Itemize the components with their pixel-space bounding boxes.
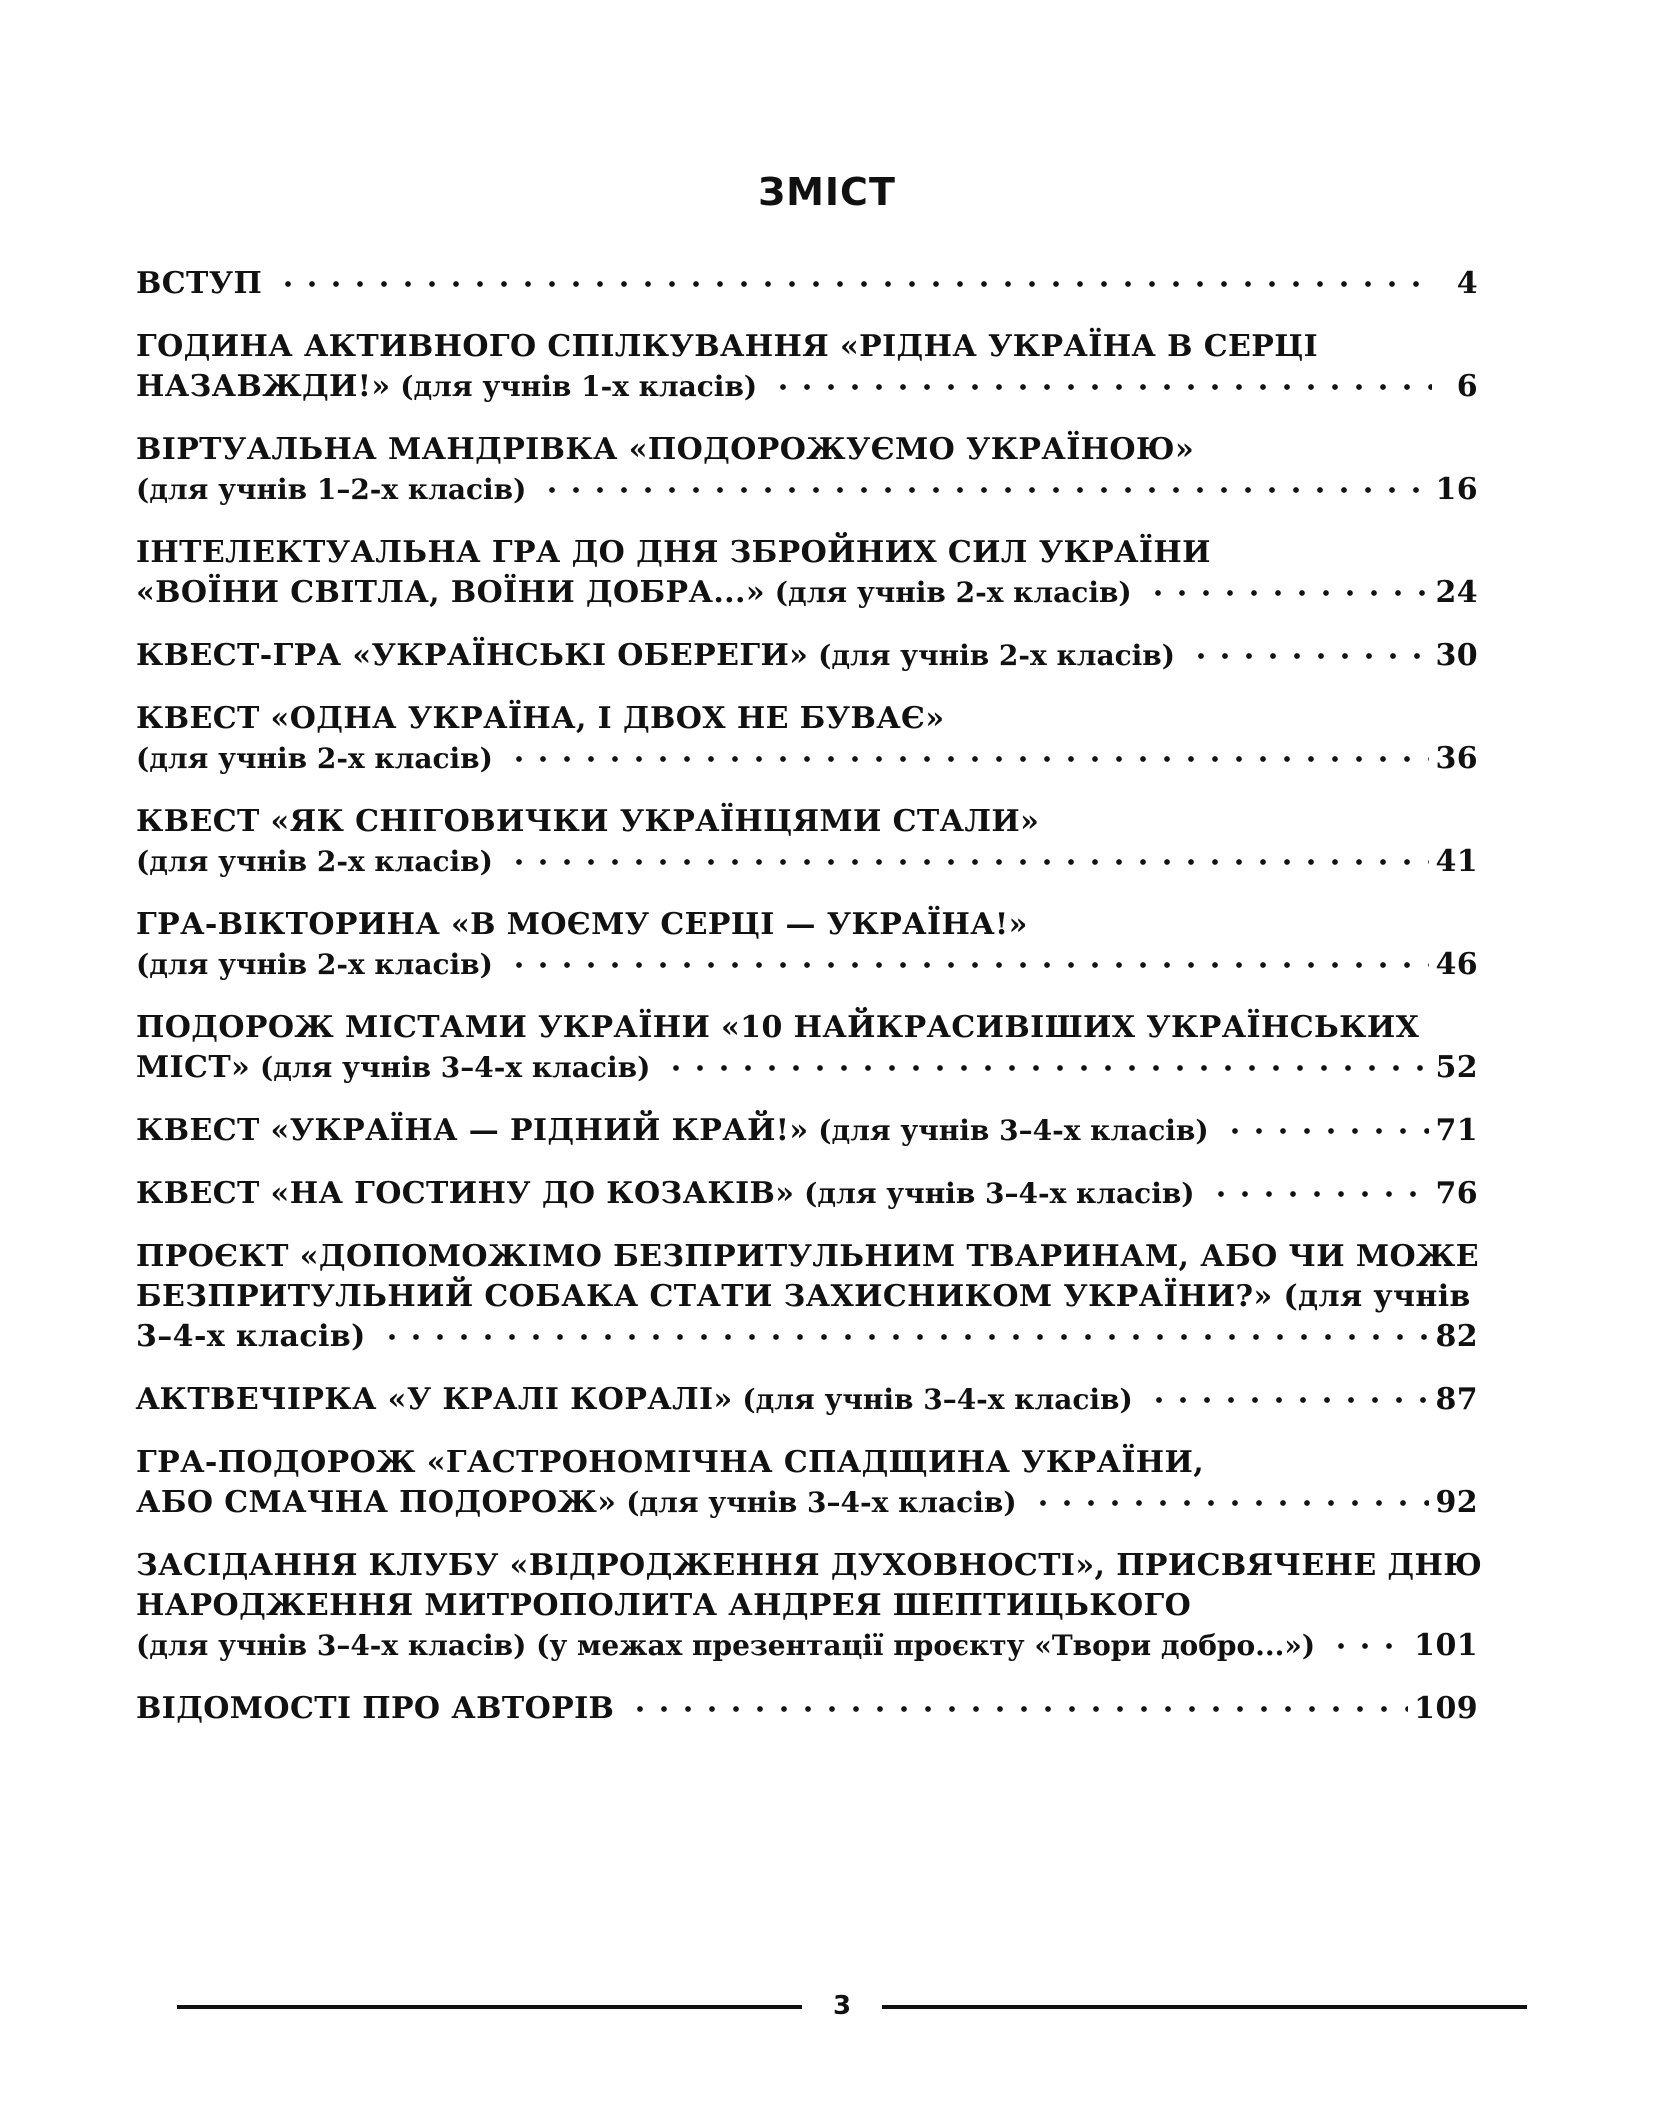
toc-entry-last-line xyxy=(136,1317,1478,1357)
toc-entry xyxy=(136,264,1478,304)
dot-leader xyxy=(276,279,1432,289)
toc-entry xyxy=(136,1111,1478,1151)
toc-entry-title-line: ВІРТУАЛЬНА МАНДРІВКА «ПОДОРОЖУЄМО УКРАЇНОЮ» xyxy=(136,432,1195,467)
dot-leader xyxy=(380,1332,1430,1342)
toc-entry-title-line: БЕЗПРИТУЛЬНИЙ СОБАКА СТАТИ ЗАХИСНИКОМ УКРАЇНИ?» (для учнів xyxy=(136,1279,1471,1314)
toc-entry xyxy=(136,1380,1478,1420)
toc-entry-audience: (для учнів 3–4-х класів) xyxy=(732,1383,1133,1416)
dot-leader xyxy=(507,857,1430,867)
toc-entry-title-text: КВЕСТ «УКРАЇНА — РІДНИЙ КРАЙ!» xyxy=(136,1113,809,1148)
toc-entry-title-line: ГОДИНА АКТИВНОГО СПІЛКУВАННЯ «РІДНА УКРАЇНА В СЕРЦІ xyxy=(136,329,1319,364)
toc-entry-title xyxy=(136,1174,1195,1214)
toc-entry-last-line xyxy=(136,739,1478,779)
toc-entry-title-line: НАРОДЖЕННЯ МИТРОПОЛИТА АНДРЕЯ ШЕПТИЦЬКОГО xyxy=(136,1588,1192,1623)
toc-entry-page-number: 4 xyxy=(1456,266,1478,301)
toc-entry xyxy=(136,636,1478,676)
dot-leader xyxy=(628,1704,1408,1714)
toc-entry-audience: (для учнів 3–4-х класів) (у межах презентації проєкту «Твори добро...») xyxy=(136,1629,1316,1662)
toc-entry-title-text: КВЕСТ-ГРА «УКРАЇНСЬКІ ОБЕРЕГИ» xyxy=(136,638,809,673)
dot-leader xyxy=(507,754,1430,764)
toc-entry-last-line xyxy=(136,945,1478,985)
toc-entry-title xyxy=(136,264,262,304)
dot-leader xyxy=(1147,1395,1430,1405)
footer-page-number: 3 xyxy=(832,1991,852,2021)
toc-entry-title-text: 3–4-х класів) xyxy=(136,1319,366,1354)
toc-entry-audience: (для учнів 2-х класів) xyxy=(808,639,1175,672)
toc-entry-audience: (для учнів 3–4-х класів) xyxy=(616,1486,1017,1519)
toc-entry-last-line xyxy=(136,1689,1478,1729)
toc-entry-title-line: ЗАСІДАННЯ КЛУБУ «ВІДРОДЖЕННЯ ДУХОВНОСТІ», ПРИСВЯЧЕНЕ ДНЮ xyxy=(136,1548,1483,1583)
footer-rule-right xyxy=(882,2005,1527,2009)
toc-entry-title xyxy=(136,573,1132,613)
table-of-contents xyxy=(136,264,1483,1752)
toc-entry-title xyxy=(136,1689,614,1729)
toc-entry-last-line xyxy=(136,1174,1478,1214)
toc-entry-page-number: 82 xyxy=(1435,1319,1478,1354)
toc-entry xyxy=(136,802,1478,882)
toc-entry-title xyxy=(136,1048,650,1088)
toc-entry-title-text: «ВОЇНИ СВІТЛА, ВОЇНИ ДОБРА...» xyxy=(136,575,766,610)
toc-entry xyxy=(136,1174,1478,1214)
dot-leader xyxy=(540,485,1429,495)
toc-entry-title xyxy=(136,470,526,510)
toc-entry-page-number: 92 xyxy=(1435,1485,1478,1520)
dot-leader xyxy=(1189,651,1429,661)
dot-leader xyxy=(1146,588,1430,598)
toc-entry-last-line xyxy=(136,264,1478,304)
toc-entry-last-line xyxy=(136,1048,1478,1088)
toc-entry xyxy=(136,1008,1478,1088)
dot-leader xyxy=(1031,1498,1430,1508)
toc-entry-last-line xyxy=(136,636,1478,676)
toc-entry-title xyxy=(136,1483,1017,1523)
toc-entry-audience: (для учнів 3–4-х класів) xyxy=(250,1051,651,1084)
toc-entry-title-line: ПРОЄКТ «ДОПОМОЖІМО БЕЗПРИТУЛЬНИМ ТВАРИНАМ, АБО ЧИ МОЖЕ xyxy=(136,1239,1480,1274)
toc-entry-title-text: ВІДОМОСТІ ПРО АВТОРІВ xyxy=(136,1691,615,1726)
toc-entry-page-number: 71 xyxy=(1435,1113,1478,1148)
dot-leader xyxy=(771,382,1432,392)
toc-entry-title xyxy=(136,842,493,882)
toc-entry-title-text: AКТВЕЧІРКА «У КРАЛІ КОРАЛІ» xyxy=(136,1382,733,1417)
toc-entry-page-number: 36 xyxy=(1435,741,1478,776)
toc-entry-title-line: ІНТЕЛЕКТУАЛЬНА ГРА ДО ДНЯ ЗБРОЙНИХ СИЛ УКРАЇНИ xyxy=(136,535,1211,570)
toc-entry-title-line: ГРА-ВІКТОРИНА «В МОЄМУ СЕРЦІ — УКРАЇНА!» xyxy=(136,907,1028,942)
toc-entry-audience: (для учнів 1-х класів) xyxy=(390,370,758,403)
toc-entry-last-line xyxy=(136,367,1478,407)
toc-entry-title xyxy=(136,1380,1133,1420)
toc-entry-last-line xyxy=(136,842,1478,882)
dot-leader xyxy=(1209,1189,1430,1199)
toc-entry-title-line: КВЕСТ «ЯК СНІГОВИЧКИ УКРАЇНЦЯМИ СТАЛИ» xyxy=(136,804,1040,839)
toc-entry-page-number: 46 xyxy=(1435,947,1478,982)
dot-leader xyxy=(507,960,1430,970)
toc-entry-title xyxy=(136,636,1175,676)
toc-entry-last-line xyxy=(136,1380,1478,1420)
toc-entry xyxy=(136,327,1478,407)
toc-entry-audience: (для учнів 1–2-х класів) xyxy=(136,473,527,506)
toc-entry-audience: (для учнів 2-х класів) xyxy=(136,742,493,775)
toc-entry-audience: (для учнів 2-х класів) xyxy=(765,576,1132,609)
toc-entry-audience: (для учнів 3–4-х класів) xyxy=(808,1114,1209,1147)
toc-entry-title xyxy=(136,1626,1315,1666)
footer-rule-left xyxy=(177,2005,802,2009)
toc-entry-title xyxy=(136,367,757,407)
dot-leader xyxy=(664,1063,1429,1073)
toc-entry-page-number: 41 xyxy=(1435,844,1478,879)
toc-entry-title-text: НАЗАВЖДИ!» xyxy=(136,369,391,404)
toc-entry-page-number: 101 xyxy=(1414,1628,1478,1663)
dot-leader xyxy=(1329,1641,1408,1651)
toc-entry-last-line xyxy=(136,470,1478,510)
toc-entry xyxy=(136,1689,1478,1729)
toc-entry-title-text: МІСТ» xyxy=(136,1050,251,1085)
toc-entry-title-text: КВЕСТ «НА ГОСТИНУ ДО КОЗАКІВ» xyxy=(136,1176,795,1211)
toc-entry xyxy=(136,430,1478,510)
toc-entry-last-line xyxy=(136,1111,1478,1151)
toc-entry-title xyxy=(136,1317,366,1357)
toc-entry-audience: (для учнів 3–4-х класів) xyxy=(794,1177,1195,1210)
toc-entry xyxy=(136,1546,1483,1666)
toc-entry xyxy=(136,905,1478,985)
toc-entry-page-number: 76 xyxy=(1435,1176,1478,1211)
toc-entry-title xyxy=(136,1111,1209,1151)
toc-entry-audience: (для учнів 2-х класів) xyxy=(136,845,493,878)
toc-entry xyxy=(136,699,1478,779)
toc-entry-page-number: 24 xyxy=(1435,575,1478,610)
toc-entry-last-line xyxy=(136,1483,1478,1523)
toc-entry-page-number: 16 xyxy=(1435,472,1478,507)
toc-entry-title xyxy=(136,945,493,985)
toc-entry-title-line: КВЕСТ «ОДНА УКРАЇНА, І ДВОХ НЕ БУВАЄ» xyxy=(136,701,945,736)
toc-entry-last-line xyxy=(136,573,1478,613)
toc-entry-title-text: АБО СМАЧНА ПОДОРОЖ» xyxy=(136,1485,617,1520)
toc-entry xyxy=(136,1443,1478,1523)
toc-entry-page-number: 30 xyxy=(1435,638,1478,673)
toc-entry-title-line: ГРА-ПОДОРОЖ «ГАСТРОНОМІЧНА СПАДЩИНА УКРАЇНИ, xyxy=(136,1445,1205,1480)
toc-entry-title-line: ПОДОРОЖ МІСТАМИ УКРАЇНИ «10 НАЙКРАСИВІШИХ УКРАЇНСЬКИХ xyxy=(136,1010,1420,1045)
toc-entry xyxy=(136,533,1478,613)
toc-entry-page-number: 87 xyxy=(1435,1382,1478,1417)
toc-entry-last-line xyxy=(136,1626,1478,1666)
toc-entry xyxy=(136,1237,1478,1357)
toc-entry-title xyxy=(136,739,493,779)
dot-leader xyxy=(1223,1126,1430,1136)
toc-entry-title-text: ВСТУП xyxy=(136,266,263,301)
toc-entry-page-number: 52 xyxy=(1435,1050,1478,1085)
page-title: ЗМІСТ xyxy=(758,170,896,214)
toc-entry-audience: (для учнів 2-х класів) xyxy=(136,948,493,981)
toc-entry-page-number: 109 xyxy=(1414,1691,1478,1726)
toc-entry-page-number: 6 xyxy=(1456,369,1478,404)
